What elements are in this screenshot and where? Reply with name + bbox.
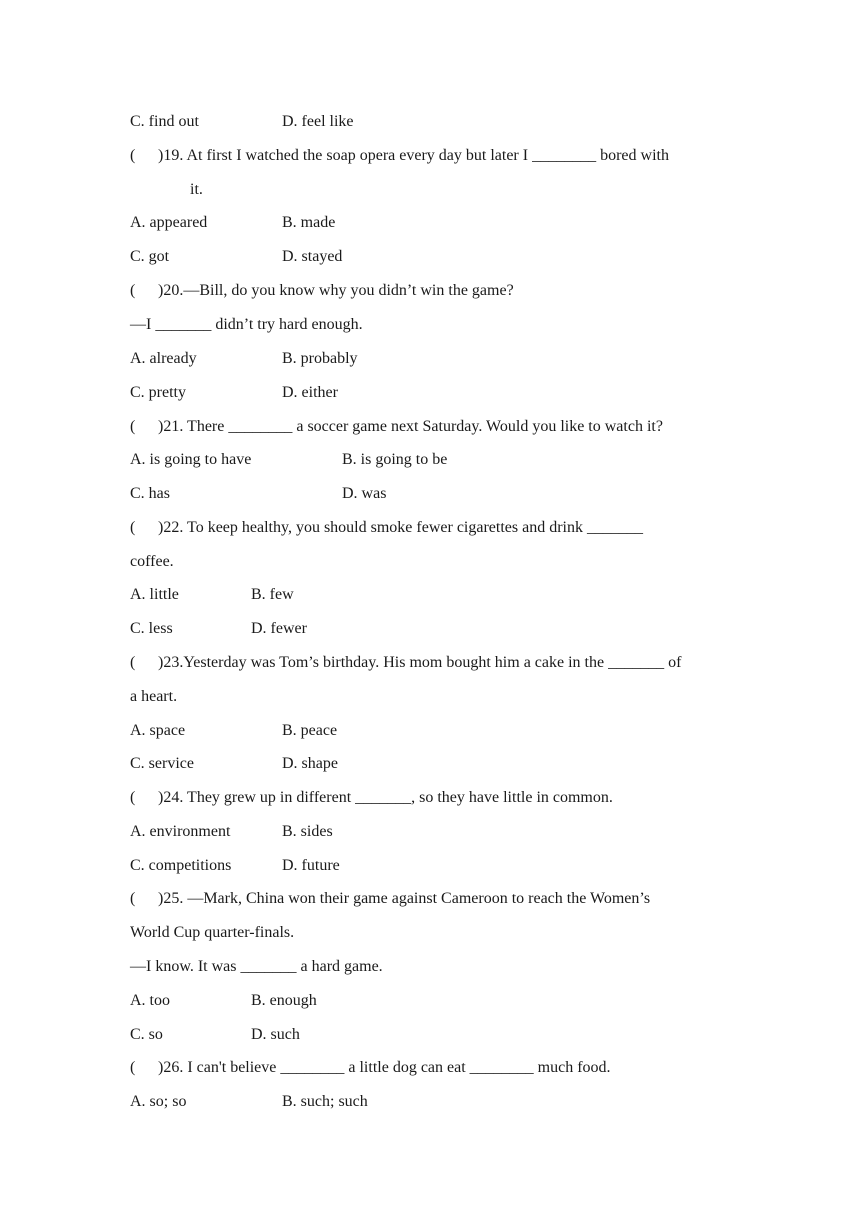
q26-stem-line1 bbox=[130, 1058, 611, 1078]
q24-stem-line1 bbox=[130, 788, 613, 808]
q22-option-a: A. little bbox=[130, 586, 179, 603]
q25-option-a: A. too bbox=[130, 992, 170, 1009]
q20-stem-line1 bbox=[130, 281, 514, 301]
q19-stem-text: )19. At first I watched the soap opera every day but later I ________ bored with bbox=[158, 147, 669, 164]
q22-option-c: C. less bbox=[130, 620, 173, 637]
q22-option-b: B. few bbox=[251, 586, 294, 603]
q19-stem-line2: it. bbox=[190, 181, 203, 198]
q22-stem-line2: coffee. bbox=[130, 553, 174, 570]
q25-answer-bracket[interactable]: ( bbox=[130, 890, 136, 907]
q21-option-d: D. was bbox=[342, 485, 387, 502]
q25-option-d: D. such bbox=[251, 1026, 300, 1043]
q19-answer-bracket[interactable]: ( bbox=[130, 147, 136, 164]
q20-answer-bracket[interactable]: ( bbox=[130, 282, 136, 299]
q21-stem-line1 bbox=[130, 417, 663, 437]
q26-answer-bracket[interactable]: ( bbox=[130, 1059, 136, 1076]
q22-option-d: D. fewer bbox=[251, 620, 307, 637]
q25-stem-line3: —I know. It was _______ a hard game. bbox=[130, 958, 383, 975]
q19-stem-line1 bbox=[130, 146, 669, 166]
q21-option-a: A. is going to have bbox=[130, 451, 252, 468]
q26-stem-text: )26. I can't believe ________ a little dog can eat ________ much food. bbox=[158, 1059, 611, 1076]
q20-option-d: D. either bbox=[282, 384, 338, 401]
q19-option-b: B. made bbox=[282, 214, 336, 231]
q21-stem-text: )21. There ________ a soccer game next Saturday. Would you like to watch it? bbox=[158, 418, 663, 435]
q23-option-c: C. service bbox=[130, 755, 194, 772]
q23-option-b: B. peace bbox=[282, 722, 338, 739]
q24-answer-bracket[interactable]: ( bbox=[130, 789, 136, 806]
q24-option-a: A. environment bbox=[130, 823, 231, 840]
q24-option-b: B. sides bbox=[282, 823, 333, 840]
q20-option-c: C. pretty bbox=[130, 384, 186, 401]
q24-option-c: C. competitions bbox=[130, 857, 232, 874]
q18-option-d: D. feel like bbox=[282, 113, 354, 130]
q20-option-a: A. already bbox=[130, 350, 197, 367]
q23-stem-text: )23.Yesterday was Tom’s birthday. His mom bought him a cake in the _______ of bbox=[158, 654, 682, 671]
q19-option-a: A. appeared bbox=[130, 214, 208, 231]
q26-option-b: B. such; such bbox=[282, 1093, 368, 1110]
q22-stem-line1 bbox=[130, 518, 643, 538]
q25-stem-text: )25. —Mark, China won their game against Cameroon to reach the Women’s bbox=[158, 890, 651, 907]
q20-stem-line2: —I _______ didn’t try hard enough. bbox=[130, 316, 363, 333]
q25-option-b: B. enough bbox=[251, 992, 317, 1009]
q23-option-d: D. shape bbox=[282, 755, 338, 772]
q25-stem-line1 bbox=[130, 889, 650, 909]
q20-option-b: B. probably bbox=[282, 350, 358, 367]
q24-stem-text: )24. They grew up in different _______, so they have little in common. bbox=[158, 789, 613, 806]
q21-answer-bracket[interactable]: ( bbox=[130, 418, 136, 435]
q24-option-d: D. future bbox=[282, 857, 340, 874]
q22-answer-bracket[interactable]: ( bbox=[130, 519, 136, 536]
q25-stem-line2: World Cup quarter-finals. bbox=[130, 924, 295, 941]
q23-stem-line1 bbox=[130, 653, 681, 673]
q19-option-d: D. stayed bbox=[282, 248, 343, 265]
q21-option-b: B. is going to be bbox=[342, 451, 448, 468]
q23-answer-bracket[interactable]: ( bbox=[130, 654, 136, 671]
q25-option-c: C. so bbox=[130, 1026, 163, 1043]
q23-option-a: A. space bbox=[130, 722, 186, 739]
q26-option-a: A. so; so bbox=[130, 1093, 187, 1110]
q20-stem-text: )20.—Bill, do you know why you didn’t win the game? bbox=[158, 282, 514, 299]
q21-option-c: C. has bbox=[130, 485, 170, 502]
q19-option-c: C. got bbox=[130, 248, 170, 265]
q22-stem-text: )22. To keep healthy, you should smoke fewer cigarettes and drink _______ bbox=[158, 519, 643, 536]
q23-stem-line2: a heart. bbox=[130, 688, 178, 705]
q18-option-c: C. find out bbox=[130, 113, 199, 130]
